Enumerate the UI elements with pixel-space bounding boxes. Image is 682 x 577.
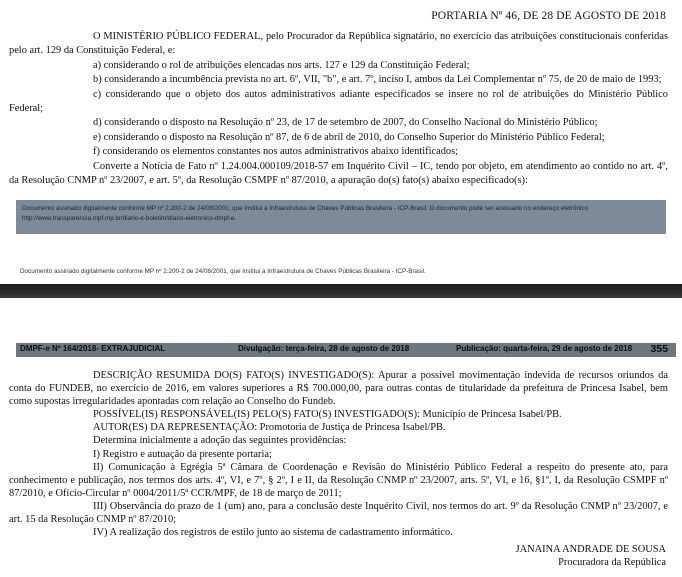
paragraph-autor: AUTOR(ES) DA REPRESENTAÇÃO: Promotoria de Justiça de Princesa Isabel/PB. [93,422,446,434]
portaria-body [9,30,668,188]
paragraph-converte: Converte a Notícia de Fato nº 1.24.004.000109/2018-57 em Inquérito Civil – IC, tendo por objeto, em atendimento ao contido no art. 4º, da Resolução CNMP nº 23/2007, e art. 5º, da Resolução CSMPF nº 87/2010, a apuração do(s) fato(s) abaixo especificado(s): [9,160,668,187]
paragraph-item-4: IV) A realização dos registros de estilo junto ao sistema de cadastramento informático. [93,527,453,539]
signer-role: Procuradora da República [558,557,666,568]
paragraph-determina: Determina inicialmente a adoção das seguintes providências: [93,435,347,447]
previous-page-section [0,0,682,282]
page-number: 355 [650,343,668,355]
paragraph-e: e) considerando o disposto na Resolução nº 87, de 6 de abril de 2010, do Conselho Superior do Ministério Público Federal; [93,131,605,143]
portaria-title: PORTARIA Nº 46, DE 28 DE AGOSTO DE 2018 [431,10,666,22]
edition-label: DMPF-e Nº 164/2018- EXTRAJUDICIAL [20,344,166,353]
page-gap [0,298,682,342]
paragraph-a: a) considerando o rol de atribuições elencadas nos arts. 127 e 129 da Constituição Federal; [93,59,470,71]
paragraph-item-2: II) Comunicação à Egrégia 5ª Câmara de Coordenação e Revisão do Ministério Público Federal a respeito do presente ato, para conhecimento e publicação, nos termos dos arts. 4º, VI, e 7º, § 2º, I e II, da Resolução CNMP nº 23/2007, arts. 5º, VI, e 16, §1º, I, da Resolução CSMPF nº 87/2010, e Ofício-Circular nº 0004/2011/5ª CCR/MPF, de 18 de março de 2011; [9,461,668,499]
paragraph-f: f) considerando os elementos constantes nos autos administrativos abaixo identificados; [93,146,459,158]
page-divider [0,284,682,298]
paragraph-item-3: III) Observância do prazo de 1 (um) ano, para a conclusão deste Inquérito Civil, nos termos do art. 9º da Resolução CNMP nº 23/2007, e art. 15 da Resolução CNMP nº 87/2010; [9,500,668,526]
divulgacao-date: Divulgação: terça-feira, 28 de agosto de 2018 [238,344,410,353]
paragraph-descricao: DESCRIÇÃO RESUMIDA DO(S) FATO(S) INVESTIGADO(S): Apurar a possível movimentação indevida de recursos oriundos da conta do FUNDEB, no exercício de 2016, em valores superiores a R$ 700.000,00, para outras contas de titularidade da prefeitura de Princesa Isabel, bem como supostas irregularidades apontadas com relação ao Conselho do Fundeb. [9,370,668,408]
paragraph-d: d) considerando o disposto na Resolução nº 23, de 17 de setembro de 2007, do Conselho Nacional do Ministério Público; [93,117,598,129]
continuation-body [9,369,668,539]
paragraph-b: b) considerando a incumbência prevista no art. 6º, VII, "b", e art. 7º, inciso I, ambos da Lei Complementar nº 75, de 20 de maio de 1993; [93,74,662,86]
paragraph-intro: O MINISTÉRIO PÚBLICO FEDERAL, pelo Procurador da República signatário, no exercício das atribuições constitucionais conferidas pelo art. 129 da Constituição Federal, e: [9,31,668,57]
signature-block [516,543,666,569]
paragraph-c: c) considerando que o objeto dos autos administrativos adiante especificados se insere no rol de atribuições do Ministério Público Federal; [9,88,668,115]
journal-header-bar [16,343,676,357]
signer-name: JANAINA ANDRADE DE SOUSA [515,544,666,555]
publicacao-date: Publicação: quarta-feira, 29 de agosto de 2018 [456,344,633,353]
paragraph-item-1: I) Registro e autuação da presente portaria; [93,448,272,460]
footer-notice: Documento assinado digitalmente conforme MP nº 2.200-2 de 24/08/2001, que institui a Infraestrutura de Chaves Públicas Brasileira - ICP-Brasil. [20,268,426,275]
digital-signature-notice: Documento assinado digitalmente conforme MP nº 2.200-2 de 24/08/2001, que institui a Infraestrutura de Chaves Públicas Brasileira - ICP-Brasil. O documento pode ser acessado no endereço eletrônico http://www.transparencia.mpf.mp.br/diario-e-boletim/diario-eletronico-dmpf-e. [16,200,666,234]
paragraph-responsaveis: POSSÍVEL(IS) RESPONSÁVEL(IS) PELO(S) FATO(S) INVESTIGADO(S): Município de Princesa Isabel/PB. [93,409,562,421]
